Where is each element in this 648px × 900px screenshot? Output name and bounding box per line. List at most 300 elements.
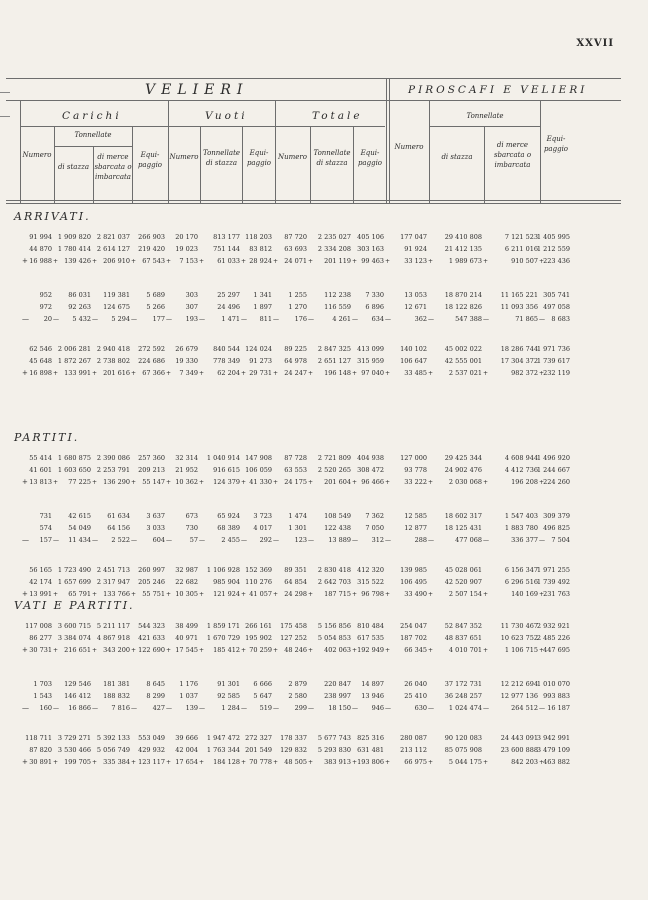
table-cell: 1 723 490: [57, 566, 91, 574]
table-row: [0, 244, 648, 255]
section-title: ARRIVATI.: [14, 210, 91, 223]
table-cell: 127 252: [280, 634, 307, 642]
difference-sign: +: [199, 647, 205, 654]
table-cell: 3 600 715: [57, 622, 91, 630]
table-cell: 3 942 991: [536, 734, 570, 742]
table-cell: 5 266: [146, 303, 165, 311]
piroscafi-title: PIROSCAFI E VELIERI: [408, 84, 588, 96]
difference-sign: +: [352, 479, 358, 486]
table-cell: 1 947 472: [206, 734, 240, 742]
table-cell: 42 555 001: [444, 357, 482, 365]
table-cell: 121 924: [213, 590, 240, 598]
difference-sign: +: [385, 647, 391, 654]
table-cell: 8 299: [146, 692, 165, 700]
table-cell: 224 686: [138, 357, 165, 365]
table-cell: 305 741: [543, 291, 570, 299]
difference-sign: +: [308, 258, 314, 265]
table-cell: 916 615: [213, 466, 240, 474]
table-cell: 272 327: [245, 734, 272, 742]
section-title: VATI E PARTITI.: [14, 599, 135, 612]
table-cell: 123 117: [138, 758, 165, 766]
table-cell: 219 420: [138, 245, 165, 253]
difference-sign: +: [241, 647, 247, 654]
table-cell: 673: [185, 512, 198, 520]
difference-sign: +: [241, 591, 247, 598]
table-cell: 18 122 826: [444, 303, 482, 311]
table-cell: 33 123: [404, 257, 427, 265]
difference-sign: +: [166, 258, 172, 265]
table-cell: 6 666: [253, 680, 272, 688]
difference-sign: +: [352, 647, 358, 654]
table-cell: 62 204: [217, 369, 240, 377]
table-row: [0, 691, 648, 702]
hdr-stazza-vuoti: Tonnellate di stazza: [202, 149, 241, 167]
difference-sign: +: [131, 258, 137, 265]
table-cell: 67 543: [142, 257, 165, 265]
table-cell: 383 913: [324, 758, 351, 766]
table-cell: 519: [259, 704, 272, 712]
hdr-stazza-piroscafi: di stazza: [441, 153, 473, 161]
difference-sign: +: [166, 370, 172, 377]
table-cell: 45 002 022: [444, 345, 482, 353]
table-cell: 65 924: [217, 512, 240, 520]
table-cell: 7 121 523: [504, 233, 538, 241]
difference-sign: —: [273, 316, 279, 323]
difference-sign: —: [92, 705, 98, 712]
difference-sign: +: [352, 591, 358, 598]
difference-sign: —: [483, 537, 489, 544]
table-cell: 5 211 117: [96, 622, 130, 630]
difference-sign: —: [166, 705, 172, 712]
table-cell: 910 507: [511, 257, 538, 265]
table-cell: 985 904: [213, 578, 240, 586]
header-bottom-rule: [6, 200, 621, 201]
difference-sign: —: [352, 316, 358, 323]
difference-sign: +: [539, 591, 545, 598]
difference-sign: +: [92, 258, 98, 265]
table-cell: 574: [39, 524, 52, 532]
difference-sign: —: [428, 537, 434, 544]
table-cell: 124 024: [245, 345, 272, 353]
table-cell: 66 345: [404, 646, 427, 654]
table-cell: 7 362: [365, 512, 384, 520]
table-cell: 87 728: [284, 454, 307, 462]
table-cell: 195 902: [245, 634, 272, 642]
difference-sign: +: [428, 759, 434, 766]
table-cell: 29 731: [249, 369, 272, 377]
table-cell: 70 259: [249, 646, 272, 654]
table-cell: 54 049: [68, 524, 91, 532]
difference-sign: —: [131, 316, 137, 323]
table-cell: 196 148: [324, 369, 351, 377]
table-cell: 1 543: [33, 692, 52, 700]
table-cell: 42 520 907: [444, 578, 482, 586]
table-cell: 13 053: [404, 291, 427, 299]
table-cell: 303: [185, 291, 198, 299]
table-cell: 1 872 267: [57, 357, 91, 365]
table-cell: 56 165: [29, 566, 52, 574]
hdr-stazza-totale: Tonnellate di stazza: [313, 149, 351, 167]
difference-sign: +: [53, 479, 59, 486]
table-cell: 18 150: [328, 704, 351, 712]
table-row: [0, 577, 648, 588]
table-cell: 463 882: [543, 758, 570, 766]
table-cell: 982 372: [511, 369, 538, 377]
table-cell: 2 830 418: [317, 566, 351, 574]
table-cell: 1 255: [288, 291, 307, 299]
col-rule: [386, 78, 387, 203]
difference-sign: +: [385, 479, 391, 486]
table-row: [0, 523, 648, 534]
difference-sign: +: [166, 591, 172, 598]
table-cell: 5 293 830: [317, 746, 351, 754]
table-cell: 24 902 476: [444, 466, 482, 474]
table-cell: 89 225: [284, 345, 307, 353]
difference-sign: +: [22, 590, 28, 598]
difference-sign: —: [308, 537, 314, 544]
table-cell: 147 908: [245, 454, 272, 462]
table-cell: 232 119: [543, 369, 570, 377]
difference-sign: —: [539, 537, 545, 544]
table-cell: 1 106 715: [504, 646, 538, 654]
table-cell: 1 474: [288, 512, 307, 520]
table-cell: 12 671: [404, 303, 427, 311]
hdr-numero-carichi: Numero: [22, 151, 52, 159]
table-cell: 19 023: [175, 245, 198, 253]
table-row: [0, 757, 648, 768]
table-cell: 1 971 736: [536, 345, 570, 353]
table-cell: 1 971 255: [536, 566, 570, 574]
table-cell: 751 144: [213, 245, 240, 253]
difference-sign: +: [22, 646, 28, 654]
table-cell: 52 847 352: [444, 622, 482, 630]
table-cell: 280 087: [400, 734, 427, 742]
table-cell: 1 703: [33, 680, 52, 688]
difference-sign: —: [241, 316, 247, 323]
table-cell: 11 165 221: [500, 291, 538, 299]
table-cell: 266 161: [245, 622, 272, 630]
table-cell: 93 778: [404, 466, 427, 474]
table-cell: 312: [371, 536, 384, 544]
difference-sign: +: [22, 478, 28, 486]
header-title-rule: [6, 100, 621, 101]
table-cell: 45 648: [29, 357, 52, 365]
table-cell: 1 176: [179, 680, 198, 688]
difference-sign: —: [308, 316, 314, 323]
table-cell: 196 208: [511, 478, 538, 486]
table-cell: 96 798: [361, 590, 384, 598]
difference-sign: —: [199, 705, 205, 712]
table-cell: 1 301: [288, 524, 307, 532]
difference-sign: +: [428, 479, 434, 486]
header-tonnellate-rule-right: [430, 126, 540, 127]
table-cell: 87 720: [284, 233, 307, 241]
difference-sign: —: [483, 705, 489, 712]
table-cell: 1 763 344: [206, 746, 240, 754]
table-cell: 10 305: [175, 590, 198, 598]
table-cell: 3 530 466: [57, 746, 91, 754]
table-cell: 5 689: [146, 291, 165, 299]
table-cell: 427: [152, 704, 165, 712]
table-cell: 116 559: [324, 303, 351, 311]
table-row: [0, 465, 648, 476]
table-cell: 108 549: [324, 512, 351, 520]
table-row: [0, 314, 648, 325]
table-row: [0, 302, 648, 313]
table-cell: 65 791: [68, 590, 91, 598]
table-cell: 83 812: [249, 245, 272, 253]
difference-sign: +: [428, 591, 434, 598]
difference-sign: —: [199, 316, 205, 323]
table-cell: 223 436: [543, 257, 570, 265]
table-cell: 21 412 135: [444, 245, 482, 253]
difference-sign: +: [53, 647, 59, 654]
table-cell: 2 455: [221, 536, 240, 544]
table-cell: 4 261: [332, 315, 351, 323]
table-cell: 39 666: [175, 734, 198, 742]
header-top-rule: [6, 78, 621, 79]
table-cell: 123: [294, 536, 307, 544]
table-cell: 85 075 908: [444, 746, 482, 754]
difference-sign: +: [131, 759, 137, 766]
difference-sign: —: [352, 537, 358, 544]
table-cell: 2 507 154: [448, 590, 482, 598]
table-cell: 12 977 136: [500, 692, 538, 700]
table-cell: 1 471: [221, 315, 240, 323]
table-cell: 25 410: [404, 692, 427, 700]
table-cell: 20: [43, 315, 52, 323]
table-cell: 133 766: [103, 590, 130, 598]
table-cell: 129 546: [64, 680, 91, 688]
table-cell: 260 997: [138, 566, 165, 574]
table-cell: 2 537 021: [448, 369, 482, 377]
hdr-numero-vuoti: Numero: [169, 153, 199, 161]
hdr-equipaggio-piroscafi: Equi-paggio: [543, 135, 569, 153]
table-cell: 97 040: [361, 369, 384, 377]
col-rule: [132, 126, 133, 203]
table-cell: 1 739 492: [536, 578, 570, 586]
difference-sign: —: [53, 316, 59, 323]
table-cell: 96 466: [361, 478, 384, 486]
table-cell: 12 585: [404, 512, 427, 520]
table-cell: 6 156 347: [504, 566, 538, 574]
table-cell: 40 971: [175, 634, 198, 642]
hdr-stazza-carichi: di stazza: [57, 163, 90, 171]
table-cell: 136 290: [103, 478, 130, 486]
table-cell: 224 260: [543, 478, 570, 486]
section-title: PARTITI.: [14, 431, 80, 444]
difference-sign: +: [483, 591, 489, 598]
table-cell: 146 412: [64, 692, 91, 700]
difference-sign: +: [385, 759, 391, 766]
table-cell: 3 723: [253, 512, 272, 520]
table-cell: 3 729 271: [57, 734, 91, 742]
difference-sign: +: [539, 479, 545, 486]
difference-sign: +: [483, 759, 489, 766]
table-cell: 188 832: [103, 692, 130, 700]
table-cell: 41 057: [249, 590, 272, 598]
table-cell: 92 585: [217, 692, 240, 700]
table-cell: 5 294: [111, 315, 130, 323]
difference-sign: —: [92, 316, 98, 323]
table-cell: 61 033: [217, 257, 240, 265]
difference-sign: +: [308, 647, 314, 654]
table-cell: 106 495: [400, 578, 427, 586]
table-cell: 24 071: [284, 257, 307, 265]
table-cell: 1 024 474: [448, 704, 482, 712]
table-cell: 19 330: [175, 357, 198, 365]
difference-sign: +: [308, 370, 314, 377]
table-cell: 22 682: [175, 578, 198, 586]
table-cell: 124 675: [103, 303, 130, 311]
table-cell: 7 330: [365, 291, 384, 299]
table-cell: 2 520 265: [317, 466, 351, 474]
table-cell: 307: [185, 303, 198, 311]
table-cell: 41 601: [29, 466, 52, 474]
difference-sign: —: [166, 537, 172, 544]
table-cell: 17 654: [175, 758, 198, 766]
difference-sign: —: [385, 537, 391, 544]
table-cell: 3 479 109: [536, 746, 570, 754]
table-cell: 315 959: [357, 357, 384, 365]
table-row: [0, 232, 648, 243]
table-cell: 63 693: [284, 245, 307, 253]
table-cell: 16 988: [29, 257, 52, 265]
table-cell: 63 553: [284, 466, 307, 474]
table-cell: 122 438: [324, 524, 351, 532]
table-cell: 64 156: [107, 524, 130, 532]
table-row: [0, 290, 648, 301]
table-cell: 2 006 281: [57, 345, 91, 353]
difference-sign: +: [53, 591, 59, 598]
hdr-merce-piroscafi: di merce sbarcata o imbarcata: [493, 141, 532, 169]
table-cell: 2 940 418: [96, 345, 130, 353]
table-cell: 213 112: [400, 746, 427, 754]
hdr-equipaggio-vuoti: Equi-paggio: [246, 149, 272, 167]
table-cell: 70 778: [249, 758, 272, 766]
table-cell: 10 623 752: [500, 634, 538, 642]
table-cell: 26 040: [404, 680, 427, 688]
difference-sign: +: [428, 370, 434, 377]
difference-sign: +: [131, 370, 137, 377]
difference-sign: —: [22, 704, 29, 712]
difference-sign: +: [273, 759, 279, 766]
table-cell: 140 102: [400, 345, 427, 353]
table-cell: 1 547 403: [504, 512, 538, 520]
table-cell: 2 721 809: [317, 454, 351, 462]
table-row: [0, 356, 648, 367]
table-cell: 1 670 729: [206, 634, 240, 642]
table-cell: 122 690: [138, 646, 165, 654]
table-cell: 29 425 344: [444, 454, 482, 462]
table-cell: 299: [294, 704, 307, 712]
table-cell: 118 711: [25, 734, 52, 742]
table-cell: 17 304 372: [500, 357, 538, 365]
table-cell: 86 031: [68, 291, 91, 299]
table-cell: 813 177: [213, 233, 240, 241]
table-cell: 201 549: [245, 746, 272, 754]
table-cell: 1 284: [221, 704, 240, 712]
difference-sign: +: [308, 479, 314, 486]
table-cell: 231 763: [543, 590, 570, 598]
table-cell: 617 535: [357, 634, 384, 642]
table-cell: 2 253 791: [96, 466, 130, 474]
table-cell: 429 932: [138, 746, 165, 754]
difference-sign: +: [539, 370, 545, 377]
difference-sign: +: [385, 370, 391, 377]
table-cell: 201 604: [324, 478, 351, 486]
table-cell: 5 392 133: [96, 734, 130, 742]
table-cell: 119 381: [103, 291, 130, 299]
table-cell: 57: [189, 536, 198, 544]
table-cell: 778 349: [213, 357, 240, 365]
table-cell: 16 187: [547, 704, 570, 712]
table-cell: 6 211 016: [504, 245, 538, 253]
table-cell: 405 106: [357, 233, 384, 241]
table-cell: 36 248 257: [444, 692, 482, 700]
table-row: [0, 511, 648, 522]
difference-sign: +: [352, 370, 358, 377]
difference-sign: —: [428, 705, 434, 712]
table-cell: 139 985: [400, 566, 427, 574]
table-cell: 2 317 947: [96, 578, 130, 586]
table-cell: 42 004: [175, 746, 198, 754]
table-cell: 413 099: [357, 345, 384, 353]
difference-sign: —: [483, 316, 489, 323]
difference-sign: —: [385, 316, 391, 323]
table-cell: 272 592: [138, 345, 165, 353]
table-cell: 266 903: [138, 233, 165, 241]
table-cell: 5 054 853: [317, 634, 351, 642]
table-cell: 48 505: [284, 758, 307, 766]
difference-sign: —: [53, 537, 59, 544]
difference-sign: —: [241, 537, 247, 544]
difference-sign: +: [308, 759, 314, 766]
table-cell: 205 246: [138, 578, 165, 586]
left-margin-mark: [0, 116, 10, 117]
table-cell: 5 677 743: [317, 734, 351, 742]
table-cell: 64 854: [284, 578, 307, 586]
table-cell: 33 222: [404, 478, 427, 486]
table-cell: 2 522: [111, 536, 130, 544]
col-rule: [389, 78, 390, 203]
table-cell: 206 910: [103, 257, 130, 265]
table-cell: 2 235 027: [317, 233, 351, 241]
table-cell: 1 897: [253, 303, 272, 311]
difference-sign: +: [273, 258, 279, 265]
table-cell: 840 544: [213, 345, 240, 353]
table-cell: 7 050: [365, 524, 384, 532]
table-cell: 216 651: [64, 646, 91, 654]
table-cell: 402 063: [324, 646, 351, 654]
difference-sign: —: [22, 536, 29, 544]
table-cell: 288: [414, 536, 427, 544]
difference-sign: +: [92, 591, 98, 598]
table-cell: 4 608 944: [504, 454, 538, 462]
table-cell: 91 924: [404, 245, 427, 253]
table-cell: 477 068: [455, 536, 482, 544]
totale-header: Totale: [312, 110, 363, 122]
table-row: [0, 633, 648, 644]
table-cell: 972: [39, 303, 52, 311]
table-cell: 604: [152, 536, 165, 544]
table-cell: 825 316: [357, 734, 384, 742]
table-cell: 3 637: [146, 512, 165, 520]
table-cell: 64 978: [284, 357, 307, 365]
difference-sign: +: [199, 479, 205, 486]
table-cell: 10 362: [175, 478, 198, 486]
difference-sign: +: [53, 759, 59, 766]
